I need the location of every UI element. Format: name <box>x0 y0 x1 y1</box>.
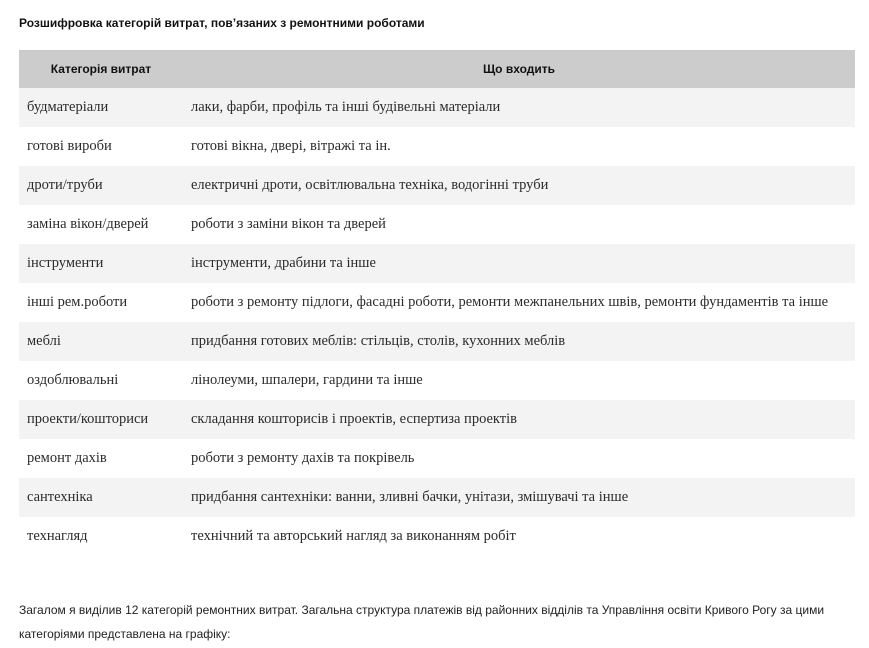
contents-cell: технічний та авторський нагляд за виконанням робіт <box>183 517 855 556</box>
contents-cell: придбання сантехніки: ванни, зливні бачки, унітази, змішувачі та інше <box>183 478 855 517</box>
contents-cell: складання кошторисів і проектів, еспертиза проектів <box>183 400 855 439</box>
contents-cell: роботи з ремонту дахів та покрівель <box>183 439 855 478</box>
category-cell: заміна вікон/дверей <box>19 205 183 244</box>
table-row <box>19 361 855 400</box>
table-row <box>19 166 855 205</box>
header-contents: Що входить <box>183 50 855 88</box>
table-row <box>19 439 855 478</box>
category-cell: сантехніка <box>19 478 183 517</box>
contents-cell: роботи з заміни вікон та дверей <box>183 205 855 244</box>
contents-cell: готові вікна, двері, вітражі та ін. <box>183 127 855 166</box>
header-category: Категорія витрат <box>19 50 183 88</box>
category-cell: готові вироби <box>19 127 183 166</box>
contents-cell: придбання готових меблів: стільців, столів, кухонних меблів <box>183 322 855 361</box>
category-cell: технагляд <box>19 517 183 556</box>
table-row <box>19 205 855 244</box>
table-row <box>19 283 855 322</box>
contents-cell: лінолеуми, шпалери, гардини та інше <box>183 361 855 400</box>
table-row <box>19 127 855 166</box>
category-cell: проекти/кошториси <box>19 400 183 439</box>
contents-cell: електричні дроти, освітлювальна техніка, водогінні труби <box>183 166 855 205</box>
table-row <box>19 517 855 556</box>
table-header-row <box>19 50 855 88</box>
table-row <box>19 322 855 361</box>
table-row <box>19 400 855 439</box>
category-cell: дроти/труби <box>19 166 183 205</box>
contents-cell: роботи з ремонту підлоги, фасадні роботи, ремонти межпанельних швів, ремонти фундаментів та інше <box>183 283 855 322</box>
contents-cell: інструменти, драбини та інше <box>183 244 855 283</box>
table-row <box>19 478 855 517</box>
expense-categories-table <box>19 50 855 556</box>
table-row <box>19 244 855 283</box>
table-row <box>19 88 855 127</box>
contents-cell: лаки, фарби, профіль та інші будівельні матеріали <box>183 88 855 127</box>
category-cell: інші рем.роботи <box>19 283 183 322</box>
category-cell: оздоблювальні <box>19 361 183 400</box>
table-caption: Розшифровка категорій витрат, пов’язаних з ремонтними роботами <box>19 16 425 30</box>
category-cell: меблі <box>19 322 183 361</box>
category-cell: інструменти <box>19 244 183 283</box>
category-cell: ремонт дахів <box>19 439 183 478</box>
category-cell: будматеріали <box>19 88 183 127</box>
summary-paragraph: Загалом я виділив 12 категорій ремонтних витрат. Загальна структура платежів від районних відділів та Управління освіти Кривого Рогу за цими категоріями представлена на графіку: <box>19 603 825 641</box>
